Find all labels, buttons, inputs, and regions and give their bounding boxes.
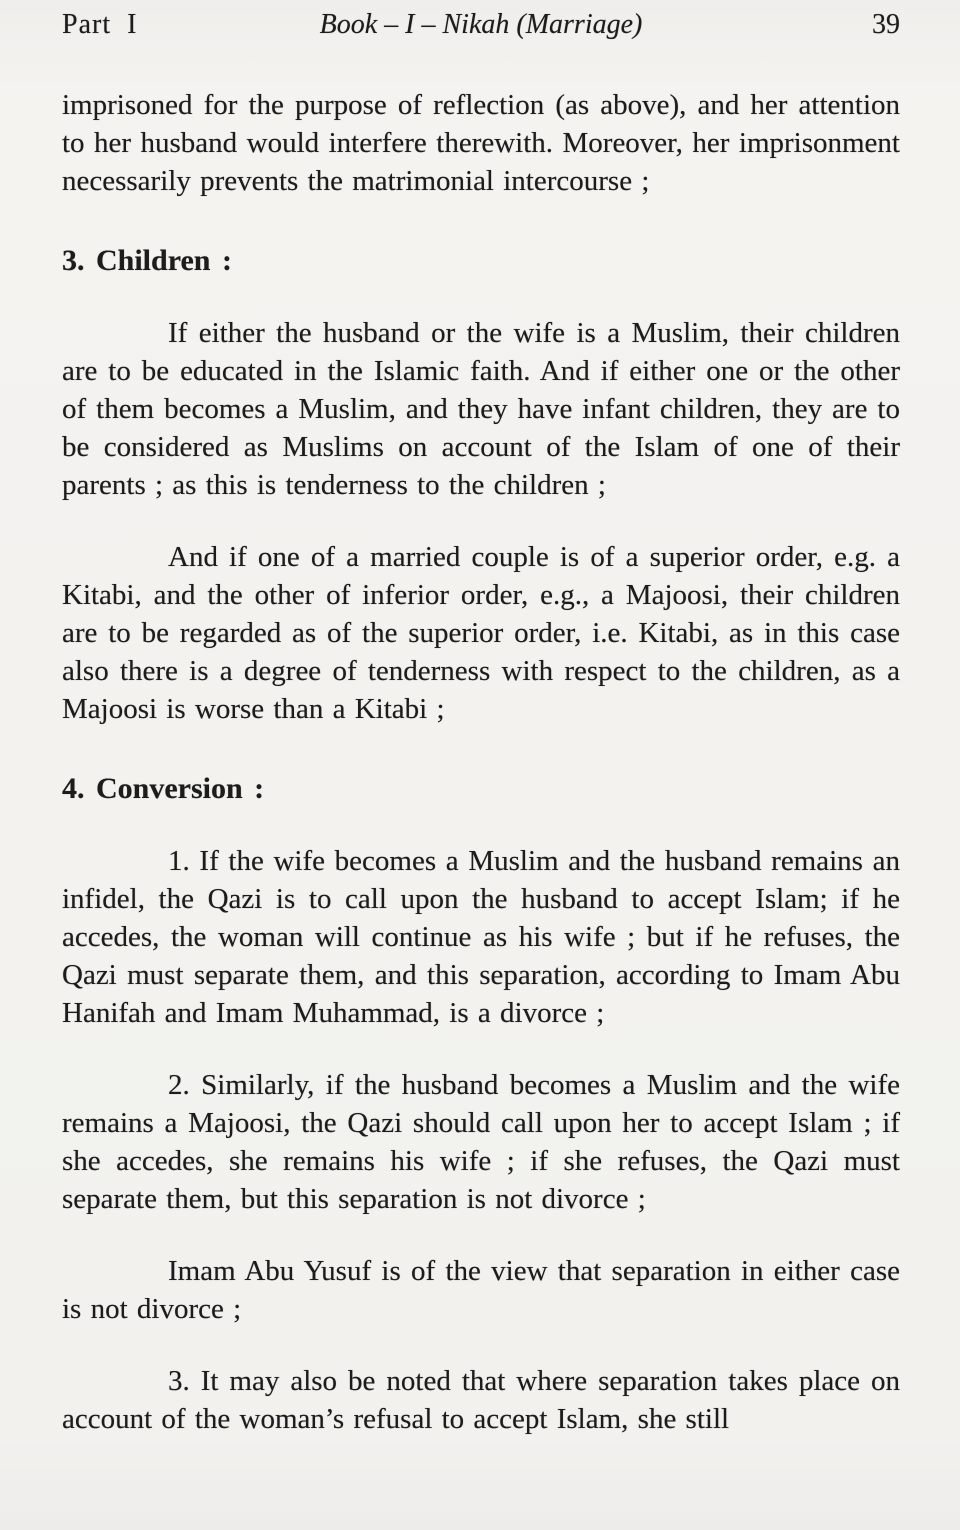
section-heading: 3. Children : <box>62 244 232 277</box>
header-book-title: Book – I – Nikah (Marriage) <box>319 9 643 40</box>
page-body <box>62 86 900 1438</box>
section-heading: 4. Conversion : <box>62 772 265 805</box>
running-header <box>62 8 900 42</box>
body-paragraph: 2. Similarly, if the husband becomes a Muslim and the wife remains a Majoosi, the Qazi should call upon her to accept Islam ; if she accedes, she remains his wife ; if she refuses, the Qazi must separate them, but this separation is not divorce ; <box>62 1069 900 1215</box>
page-number: 39 <box>872 9 900 40</box>
header-part-label: Part I <box>62 9 138 40</box>
body-paragraph: Imam Abu Yusuf is of the view that separation in either case is not divorce ; <box>62 1255 900 1325</box>
body-paragraph: 1. If the wife becomes a Muslim and the husband remains an infidel, the Qazi is to call upon the husband to accept Islam; if he accedes, the woman will continue as his wife ; but if he refuses, the Qazi must separate them, and this separation, according to Imam Abu Hanifah and Imam Muhammad, is a divorce ; <box>62 845 900 1029</box>
body-paragraph: If either the husband or the wife is a Muslim, their children are to be educated in the Islamic faith. And if either one or the other of them becomes a Muslim, and they have infant children, they are to be considered as Muslims on account of the Islam of one of their parents ; as this is tenderness to the children ; <box>62 317 900 501</box>
body-paragraph: 3. It may also be noted that where separation takes place on account of the woman’s refusal to accept Islam, she still <box>62 1365 900 1435</box>
body-paragraph: And if one of a married couple is of a superior order, e.g. a Kitabi, and the other of inferior order, e.g., a Majoosi, their children are to be regarded as of the superior order, i.e. Kitabi, as in this case also there is a degree of tenderness with respect to the children, as a Majoosi is worse than a Kitabi ; <box>62 541 900 725</box>
body-paragraph: imprisoned for the purpose of reflection (as above), and her attention to her husband would interfere therewith. Moreover, her imprisonment necessarily prevents the matrimonial intercourse ; <box>62 89 900 197</box>
